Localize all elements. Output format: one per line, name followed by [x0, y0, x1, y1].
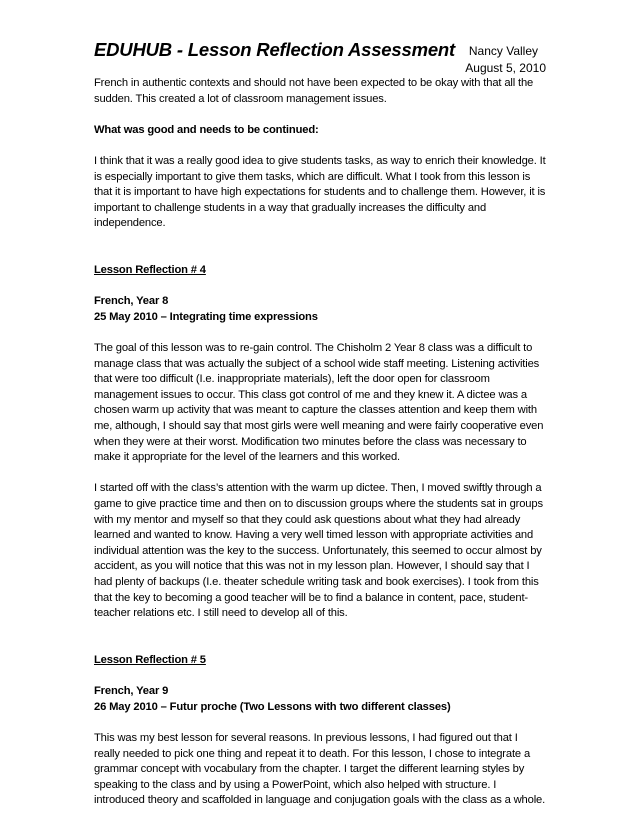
reflection-4-paragraph-1: The goal of this lesson was to re-gain control. The Chisholm 2 Year 8 class was a difficult to manage class that was actually the subject of a school wide staff meeting. Listening activities that were too difficult (I.e. inappropriate materials), left the door open for classroom management issues to occur. This class got control of me and they knew it. A dictee was a chosen warm up activity that was meant to capture the classes attention and keep them with me, although, I should say that most girls were well meaning and were fairly cooperative even when they were at their worst. Modification two minutes before the class was necessary to make it appropriate for the level of the learners and this worked. [94, 342, 544, 464]
author-name: Nancy Valley [468, 44, 538, 58]
document-body [94, 76, 546, 809]
reflection-5-title: Lesson Reflection # 5 [94, 653, 206, 666]
good-section-heading: What was good and needs to be continued: [94, 123, 319, 136]
document-title: EDUHUB - Lesson Reflection Assessment [94, 39, 455, 60]
reflection-5-class: French, Year 9 [94, 685, 169, 698]
reflection-5-paragraph-1: This was my best lesson for several reasons. In previous lessons, I had figured out that I really needed to pick one thing and repeat it to death. For this lesson, I chose to integrate a grammar concept with vocabulary from the chapter. I target the different learning styles by speaking to the class and by using a PowerPoint, which also helped with structure. I introduced theory and scaffolded in language and conjugation goals with the class as a whole. [94, 731, 546, 807]
reflection-4-date-topic: 25 May 2010 – Integrating time expressions [94, 310, 318, 323]
document-date: August 5, 2010 [465, 61, 546, 75]
reflection-4-title: Lesson Reflection # 4 [94, 264, 206, 277]
good-section-paragraph: I think that it was a really good idea to give students tasks, as way to enrich their knowledge. It is especially important to give them tasks, which are difficult. What I took from this lesson is that it is important to have high expectations for students and to challenge them. However, it is important to challenge students in a way that gradually increases the difficulty and independence. [94, 154, 546, 230]
reflection-5-date-topic: 26 May 2010 – Futur proche (Two Lessons with two different classes) [94, 700, 451, 713]
intro-continuation-paragraph: French in authentic contexts and should not have been expected to be okay with that all the sudden. This created a lot of classroom management issues. [94, 77, 534, 105]
reflection-4-paragraph-2: I started off with the class’s attention with the warm up dictee. Then, I moved swiftly through a game to give practice time and then on to discussion groups where the students sat in groups with my mentor and myself so that they could ask questions about what they had already learned and wanted to know. Having a very well timed lesson with appropriate activities and individual attention was the key to the success. Unfortunately, this seemed to occur almost by accident, as you will notice that this was not in my lesson plan. However, I should say that I had plenty of backups (I.e. theater schedule writing task and book exercises). I took from this that the key to becoming a good teacher will be to find a balance in content, pace, student-teacher relations etc. I still need to develop all of this. [94, 482, 543, 620]
document-page [94, 36, 546, 809]
reflection-4-class: French, Year 8 [94, 295, 169, 308]
document-header [94, 36, 546, 76]
